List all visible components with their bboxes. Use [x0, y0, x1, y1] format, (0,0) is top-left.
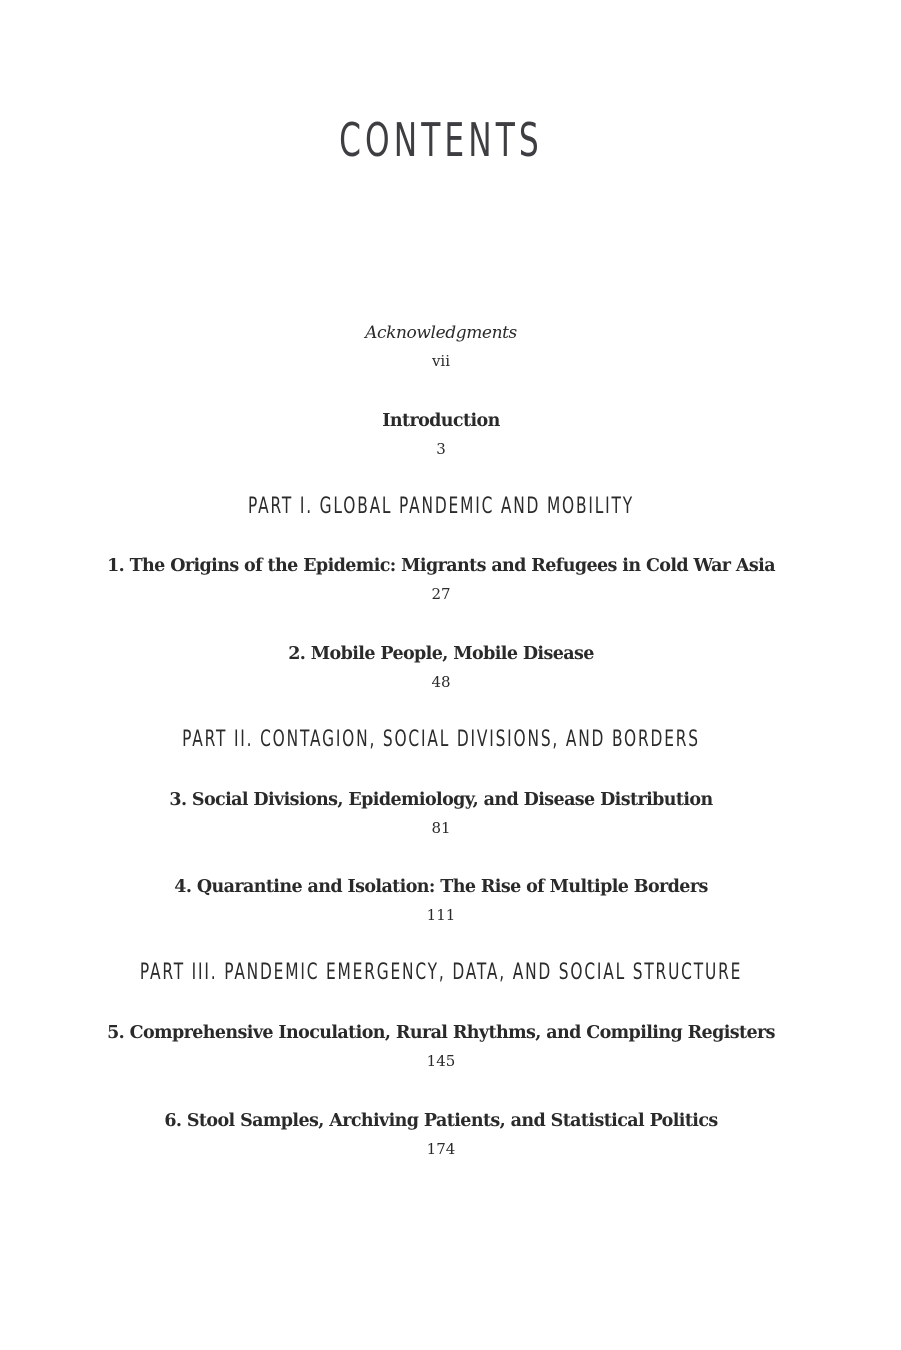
toc-entry-title: 5. Comprehensive Inoculation, Rural Rhythms, and Compiling Registers	[107, 1023, 775, 1043]
toc-entry-title: 6. Stool Samples, Archiving Patients, and Statistical Politics	[164, 1111, 718, 1131]
toc-entry-title: 1. The Origins of the Epidemic: Migrants and Refugees in Cold War Asia	[107, 556, 775, 576]
toc-entry-page-number: 81	[431, 819, 451, 837]
toc-entry-page-number: 48	[431, 673, 451, 691]
part-heading-1: PART I. GLOBAL PANDEMIC AND MOBILITY	[248, 494, 634, 519]
toc-entry-page-number: vii	[431, 352, 451, 370]
toc-entry-page-number: 3	[436, 440, 446, 458]
toc-entry-page-number: 111	[426, 906, 456, 924]
toc-entry-introduction	[0, 407, 882, 463]
toc-entry-chapter-2	[0, 640, 882, 696]
toc-entry-title: Introduction	[382, 411, 500, 431]
toc-entry-title: 3. Social Divisions, Epidemiology, and Disease Distribution	[169, 790, 713, 810]
toc-entry-title: 4. Quarantine and Isolation: The Rise of Multiple Borders	[174, 877, 708, 897]
toc-entry-chapter-5	[0, 1019, 882, 1075]
toc-entry-chapter-4	[0, 873, 882, 929]
toc-entry-acknowledgments	[0, 319, 882, 375]
toc-entry-page-number: 174	[426, 1140, 456, 1158]
part-heading-3: PART III. PANDEMIC EMERGENCY, DATA, AND SOCIAL STRUCTURE	[139, 960, 743, 985]
part-heading-2: PART II. CONTAGION, SOCIAL DIVISIONS, AND BORDERS	[182, 727, 700, 752]
toc-entry-page-number: 27	[431, 585, 451, 603]
toc-entry-title: 2. Mobile People, Mobile Disease	[288, 644, 594, 664]
page-title: CONTENTS	[339, 113, 543, 167]
toc-entry-chapter-1	[0, 552, 882, 608]
toc-entry-page-number: 145	[426, 1052, 456, 1070]
toc-entry-title: Acknowledgments	[365, 323, 517, 343]
toc-entry-chapter-3	[0, 786, 882, 842]
toc-entry-chapter-6	[0, 1107, 882, 1163]
